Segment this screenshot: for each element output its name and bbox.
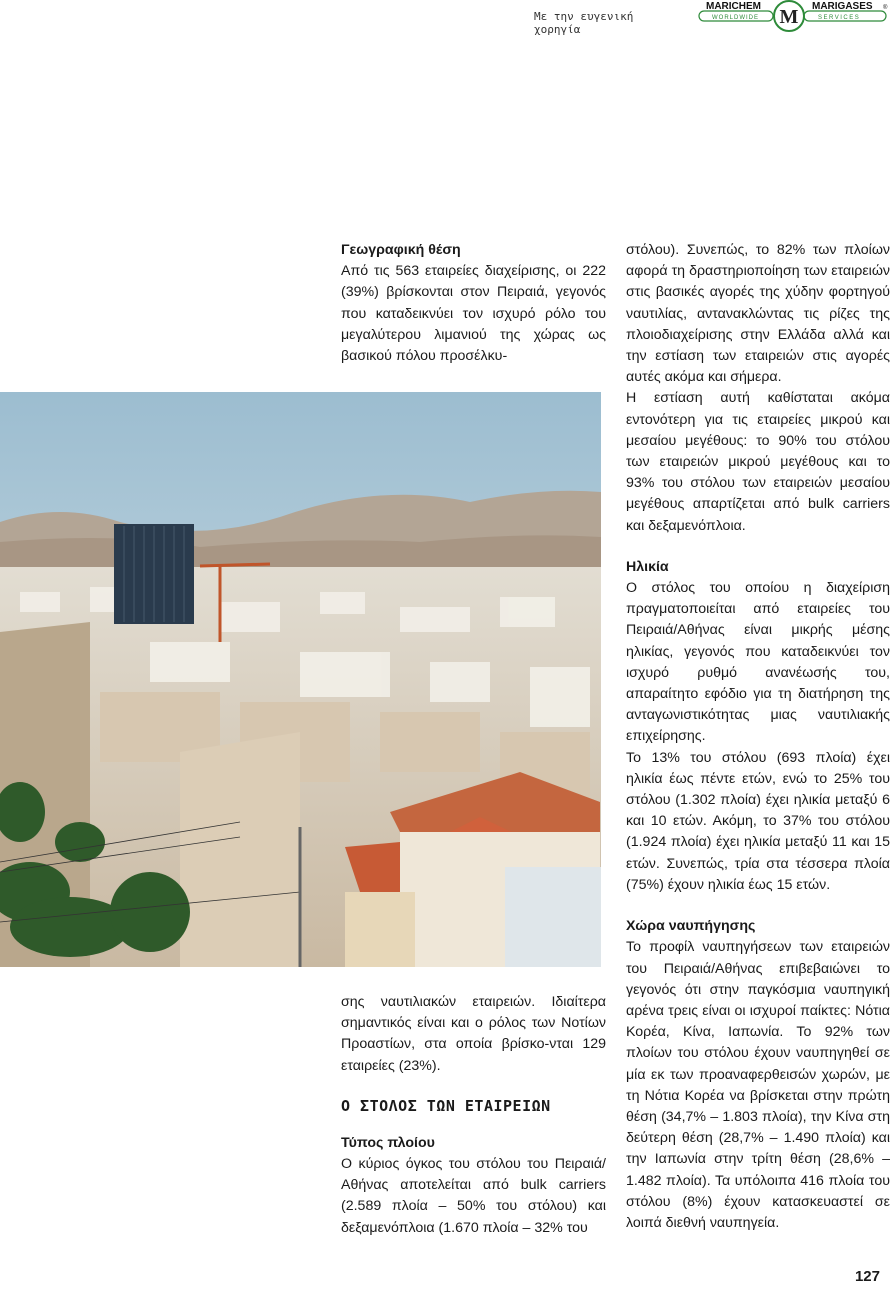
heading-build-country: Χώρα ναυπήγησης xyxy=(626,918,756,935)
athens-cityscape-photo xyxy=(0,392,601,967)
logo-left-text: MARICHEM xyxy=(706,1,761,12)
logo-right-sub: SERVICES xyxy=(818,15,861,21)
logo-right-text: MARIGASES xyxy=(812,1,873,12)
paragraph-focus-small-medium: Η εστίαση αυτή καθίσταται ακόμα εντονότερη για τις εταιρείες μικρού και μεσαίου μεγέθους: το 90% του στόλου των εταιρειών μικρού μεγέθους και το 93% του στόλου των εταιρειών μεσαίου μεγέθους απαρτίζεται από bulk carriers και δεξαμενόπλοια. xyxy=(626,390,890,534)
logo-reg-mark: ® xyxy=(883,5,888,11)
logo-center-letter: M xyxy=(779,6,799,28)
heading-geographic-location: Γεωγραφική θέση xyxy=(341,242,461,258)
paragraph-vessel-type: Ο κύριος όγκος του στόλου του Πειραιά/Αθήνας αποτελείται από bulk carriers (2.589 πλοία – 50% του στόλου) και δεξαμενόπλοια (1.670 πλοία – 32% του xyxy=(341,1156,606,1236)
page-number: 127 xyxy=(854,1268,880,1285)
right-column xyxy=(626,240,890,1234)
heading-fleet: Ο ΣΤΟΛΟΣ ΤΩΝ ΕΤΑΙΡΕΙΩΝ xyxy=(341,1096,551,1115)
paragraph-age-intro: Ο στόλος του οποίου η διαχείριση πραγματοποιείται από εταιρείες του Πειραιά/Αθήνας είναι μικρής μέσης ηλικίας, γεγονός που καταδεικνύει τον ισχυρό ρυθμό ανανέωσής του, απαραίτητο εφόδιο για τη διατήρηση της ανταγωνιστικότητας μιας ναυτιλιακής επιχείρησης. xyxy=(626,580,890,745)
heading-age: Ηλικία xyxy=(626,558,669,575)
left-column-bottom xyxy=(341,992,606,1239)
paragraph-fleet-continued: στόλου). Συνεπώς, το 82% των πλοίων αφορά τη δραστηριοποίηση των εταιρειών στις βασικές αγορές της χύδην φορτηγού ναυτιλίας, αντανακλώντας τις ρίζες της πλοιοδιαχείρισης στην Ελλάδα αλλά και την εστίαση των εταιρειών στις αγορές αυτές ακόμα και σήμερα. xyxy=(626,242,890,386)
heading-vessel-type: Τύπος πλοίου xyxy=(341,1134,435,1151)
paragraph-build-country: Το προφίλ ναυπηγήσεων των εταιρειών του Πειραιά/Αθήνας επιβεβαιώνει το γεγονός ότι στην παγκόσμια ναυπηγική αρένα τρεις είναι οι ισχυροί παίκτες: Νότια Κορέα, Κίνα, Ιαπωνία. Το 92% των πλοίων του στόλου έχουν ναυπηγηθεί σε μία εκ των προαναφερθεισών χωρών, με τη Νότια Κορέα να βρίσκεται στην πρώτη θέση (34,7% – 1.803 πλοία), την Κίνα στη δεύτερη θέση (28,7% – 1.490 πλοία) και την Ιαπωνία στην τρίτη θέση (28,6% – 1.482 πλοία). Τα υπόλοιπα 416 πλοία του στόλου (8%) έχουν κατασκευαστεί σε λοιπά διεθνή ναυπηγεία. xyxy=(626,939,890,1231)
paragraph-age-stats: Το 13% του στόλου (693 πλοία) έχει ηλικία έως πέντε ετών, ενώ το 25% του στόλου (1.302 πλοία) έχει ηλικία μεταξύ 6 και 10 ετών. Ακόμη, το 37% του στόλου (1.924 πλοία) έχει ηλικία μεταξύ 11 και 15 ετών. Συνεπώς, τρία στα τέσσερα πλοία (75%) έχουν ηλικία έως 15 ετών. xyxy=(626,749,890,893)
paragraph-southern-suburbs: σης ναυτιλιακών εταιρειών. Ιδιαίτερα σημαντικός είναι και ο ρόλος των Νοτίων Προαστίων, στα οποία βρίσκο-νται 129 εταιρείες (23%). xyxy=(341,994,606,1074)
left-column-top xyxy=(341,240,606,367)
logo-left-sub: WORLDWIDE xyxy=(712,15,759,21)
sponsor-logo xyxy=(698,0,890,34)
sponsor-text: Με την ευγενική χορηγία xyxy=(534,10,634,36)
paragraph-geographic-location: Από τις 563 εταιρείες διαχείρισης, οι 222 (39%) βρίσκονται στον Πειραιά, γεγονός που καταδεικνύει τον ισχυρό ρόλο του μεγαλύτερου λιμανιού της χώρας ως βασικού πόλου προσέλκυ- xyxy=(341,263,606,365)
